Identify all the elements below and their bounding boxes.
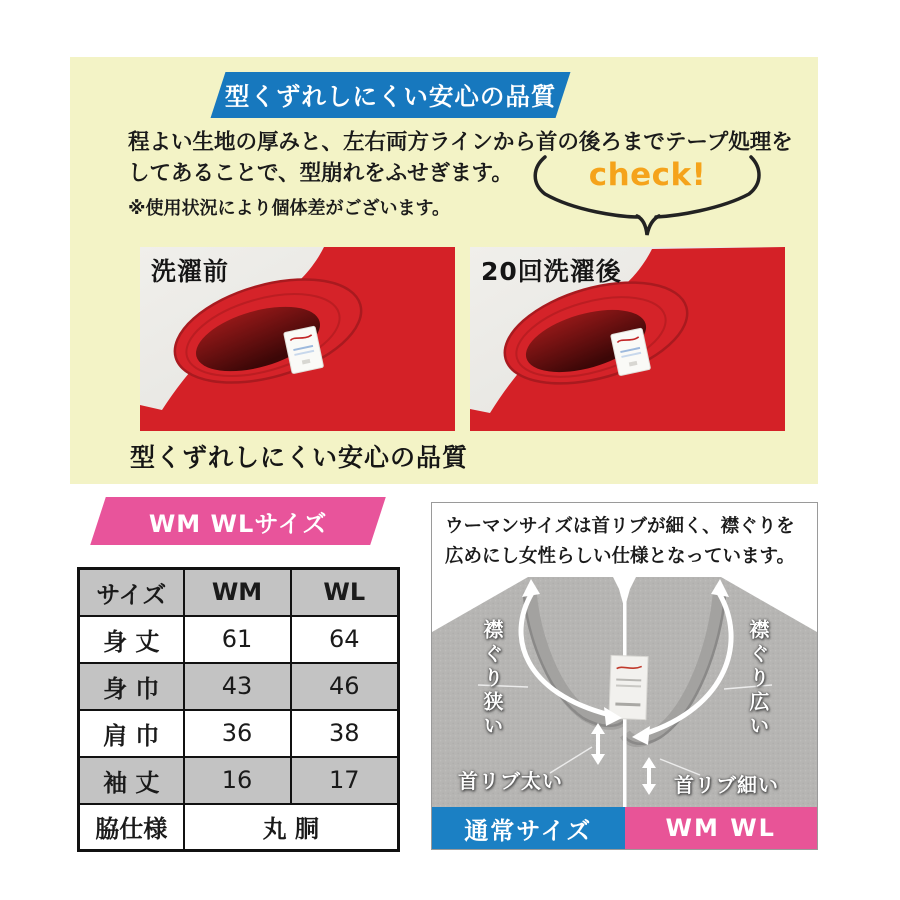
table-row [79, 663, 399, 710]
size-table [77, 567, 400, 852]
table-row [79, 710, 399, 757]
size-table-header-wl: WL [291, 569, 399, 616]
compare-panel [431, 502, 818, 850]
table-row [79, 757, 399, 804]
row-wl-value: 64 [291, 616, 399, 663]
footer-label: 脇仕様 [79, 804, 184, 851]
photo-before-label: 洗濯前 [151, 257, 230, 286]
compare-bars [432, 807, 817, 849]
compare-description-line1: ウーマンサイズは首リブが細く、襟ぐりを [445, 516, 795, 537]
row-wm-value: 61 [184, 616, 291, 663]
row-wm-value: 16 [184, 757, 291, 804]
row-wl-value: 46 [291, 663, 399, 710]
row-label: 身 丈 [79, 616, 184, 663]
care-tag [609, 655, 648, 719]
quality-caption: 型くずれしにくい安心の品質 [130, 443, 469, 472]
photo-after-label: 20回洗濯後 [481, 257, 622, 286]
quality-banner [211, 72, 571, 118]
wm-wl-bar: WM WL [625, 807, 818, 849]
size-banner [90, 497, 386, 545]
row-wl-value: 17 [291, 757, 399, 804]
photo-after-wash [470, 247, 785, 431]
table-footer-row [79, 804, 399, 851]
row-label: 身 巾 [79, 663, 184, 710]
quality-panel [70, 57, 818, 484]
row-label: 肩 巾 [79, 710, 184, 757]
quality-description-line1: 程よい生地の厚みと、左右両方ラインから首の後ろまでテープ処理を [128, 130, 793, 155]
row-wm-value: 43 [184, 663, 291, 710]
compare-description [445, 512, 795, 572]
annotation-neck-wide: 襟ぐり広い [746, 619, 770, 739]
compare-description-line2: 広めにし女性らしい仕様となっています。 [445, 546, 796, 567]
check-callout [525, 149, 770, 245]
collar-comparison-image [432, 577, 817, 807]
size-table-header-size: サイズ [79, 569, 184, 616]
normal-size-bar: 通常サイズ [432, 807, 625, 849]
size-banner-label: WM WLサイズ [148, 509, 328, 538]
photo-before-wash [140, 247, 455, 431]
annotation-neck-narrow: 襟ぐり狭い [480, 619, 504, 739]
size-table-header-wm: WM [184, 569, 291, 616]
row-wl-value: 38 [291, 710, 399, 757]
size-table-header-row [79, 569, 399, 616]
quality-description-line2: してあることで、型崩れをふせぎます。 [128, 161, 513, 186]
table-row [79, 616, 399, 663]
row-label: 袖 丈 [79, 757, 184, 804]
check-label: check! [588, 157, 707, 193]
annotation-rib-thick: 首リブ太い [458, 769, 563, 793]
quality-note: ※使用状況により個体差がございます。 [128, 198, 451, 219]
row-wm-value: 36 [184, 710, 291, 757]
footer-value: 丸 胴 [184, 804, 399, 851]
quality-banner-label: 型くずれしにくい安心の品質 [224, 81, 557, 111]
annotation-rib-thin: 首リブ細い [674, 773, 779, 797]
